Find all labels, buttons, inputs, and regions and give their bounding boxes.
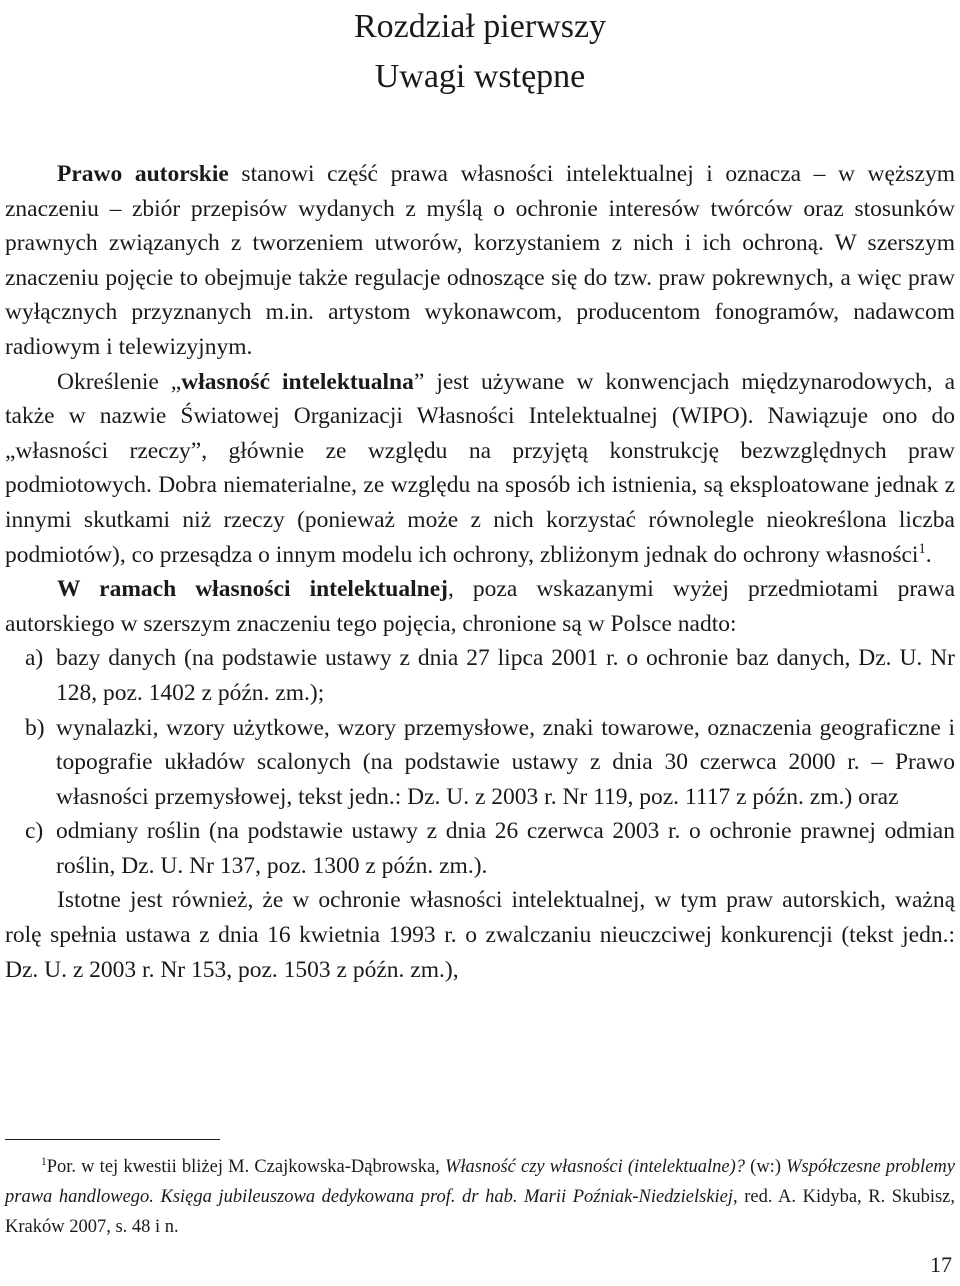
footnote-number: 1 bbox=[41, 1155, 47, 1168]
body-text bbox=[5, 157, 955, 987]
paragraph-2 bbox=[5, 365, 955, 573]
list-item bbox=[5, 711, 955, 815]
footnote-mid: (w:) bbox=[745, 1157, 787, 1177]
term-w-ramach-wlasnosci: W ramach własności intelektualnej bbox=[57, 576, 448, 603]
paragraph-4 bbox=[5, 883, 955, 987]
paragraph-2-text: ” jest używane w konwencjach międzynarodowych, a także w nazwie Światowej Organizacji Własności Intelektualnej (WIPO). Nawiązuje ono do „własności rzeczy”, głównie ze względu na przyjętą konstrukcję bezwzględnych praw podmiotowych. Dobra niematerialne, ze względu na sposób ich istnienia, są eksploatowane jednak z innymi skutkami niż rzeczy (ponieważ może z nich korzystać równolegle nieokreślona liczba podmiotów), co przesądza o innym modelu ich ochrony, zbliżonym jednak do ochrony własności bbox=[5, 368, 955, 568]
footnote-title: Własność czy własności (intelektualne)? bbox=[444, 1157, 746, 1177]
footnote-source: Współczesne problemy prawa handlowego. Księga jubileuszowa dedykowana prof. dr hab. Marii Poźniak-Niedzielskiej bbox=[5, 1157, 955, 1207]
list-marker: c) bbox=[25, 818, 44, 845]
list-item bbox=[5, 641, 955, 710]
paragraph-4-text: Istotne jest również, że w ochronie własności intelektualnej, w tym praw autorskich, ważną rolę spełnia ustawa z dnia 16 kwietnia 1993 r. o zwalczaniu nieuczciwej konkurencji (tekst jedn.: Dz. U. z 2003 r. Nr 153, poz. 1503 z późn. zm.), bbox=[5, 887, 955, 983]
footnote-intro: Por. w tej kwestii bliżej M. Czajkowska-Dąbrowska, bbox=[46, 1157, 445, 1177]
list-marker: b) bbox=[25, 714, 45, 741]
list-item-text: bazy danych (na podstawie ustawy z dnia 27 lipca 2001 r. o ochronie baz danych, Dz. U. Nr 128, poz. 1402 z późn. zm.); bbox=[56, 645, 955, 706]
footnote bbox=[5, 1152, 955, 1242]
chapter-title: Rozdział pierwszy bbox=[353, 8, 607, 45]
term-wlasnosc-intelektualna: własność intelektualna bbox=[181, 368, 414, 395]
chapter-subtitle: Uwagi wstępne bbox=[374, 58, 586, 95]
paragraph-3 bbox=[5, 572, 955, 641]
list-item bbox=[5, 814, 955, 883]
footnote-end: , red. A. Kidyba, R. Skubisz, Kraków 2007, s. 48 i n. bbox=[5, 1187, 955, 1237]
list-item-text: wynalazki, wzory użytkowe, wzory przemysłowe, znaki towarowe, oznaczenia geograficzne i topografie układów scalonych (na podstawie ustawy z dnia 30 czerwca 2000 r. – Prawo własności przemysłowej, tekst jedn.: Dz. U. z 2003 r. Nr 119, poz. 1117 z późn. zm.) oraz bbox=[56, 714, 955, 810]
paragraph-1 bbox=[5, 157, 955, 365]
page-number: 17 bbox=[930, 1252, 952, 1277]
paragraph-3-text: , poza wskazanymi wyżej przedmiotami prawa autorskiego w szerszym znaczeniu tego pojęcia, chronione są w Polsce nadto: bbox=[5, 576, 955, 637]
protected-items-list bbox=[5, 641, 955, 883]
term-prawo-autorskie: Prawo autorskie bbox=[57, 161, 229, 187]
chapter-heading bbox=[0, 2, 960, 102]
list-item-text: odmiany roślin (na podstawie ustawy z dnia 26 czerwca 2003 r. o ochronie prawnej odmian roślin, Dz. U. Nr 137, poz. 1300 z późn. zm.). bbox=[56, 818, 955, 879]
paragraph-1-text: stanowi część prawa własności intelektualnej i oznacza – w węższym znaczeniu – zbiór przepisów wydanych z myślą o ochronie interesów twórców oraz stosunków prawnych związanych z tworzeniem utworów, korzystaniem z nich i ich ochroną. W szerszym znaczeniu pojęcie to obejmuje także regulacje odnoszące się do tzw. praw pokrewnych, a więc praw wyłącznych przyznanych m.in. artystom wykonawcom, producentom fonogramów, nadawcom radiowym i telewizyjnym. bbox=[5, 161, 955, 360]
footnote-reference[interactable]: 1 bbox=[918, 540, 926, 557]
paragraph-2-lead: Określenie „ bbox=[57, 368, 182, 395]
list-marker: a) bbox=[25, 645, 44, 672]
paragraph-2-end: . bbox=[925, 541, 932, 568]
footnote-separator bbox=[5, 1139, 220, 1140]
